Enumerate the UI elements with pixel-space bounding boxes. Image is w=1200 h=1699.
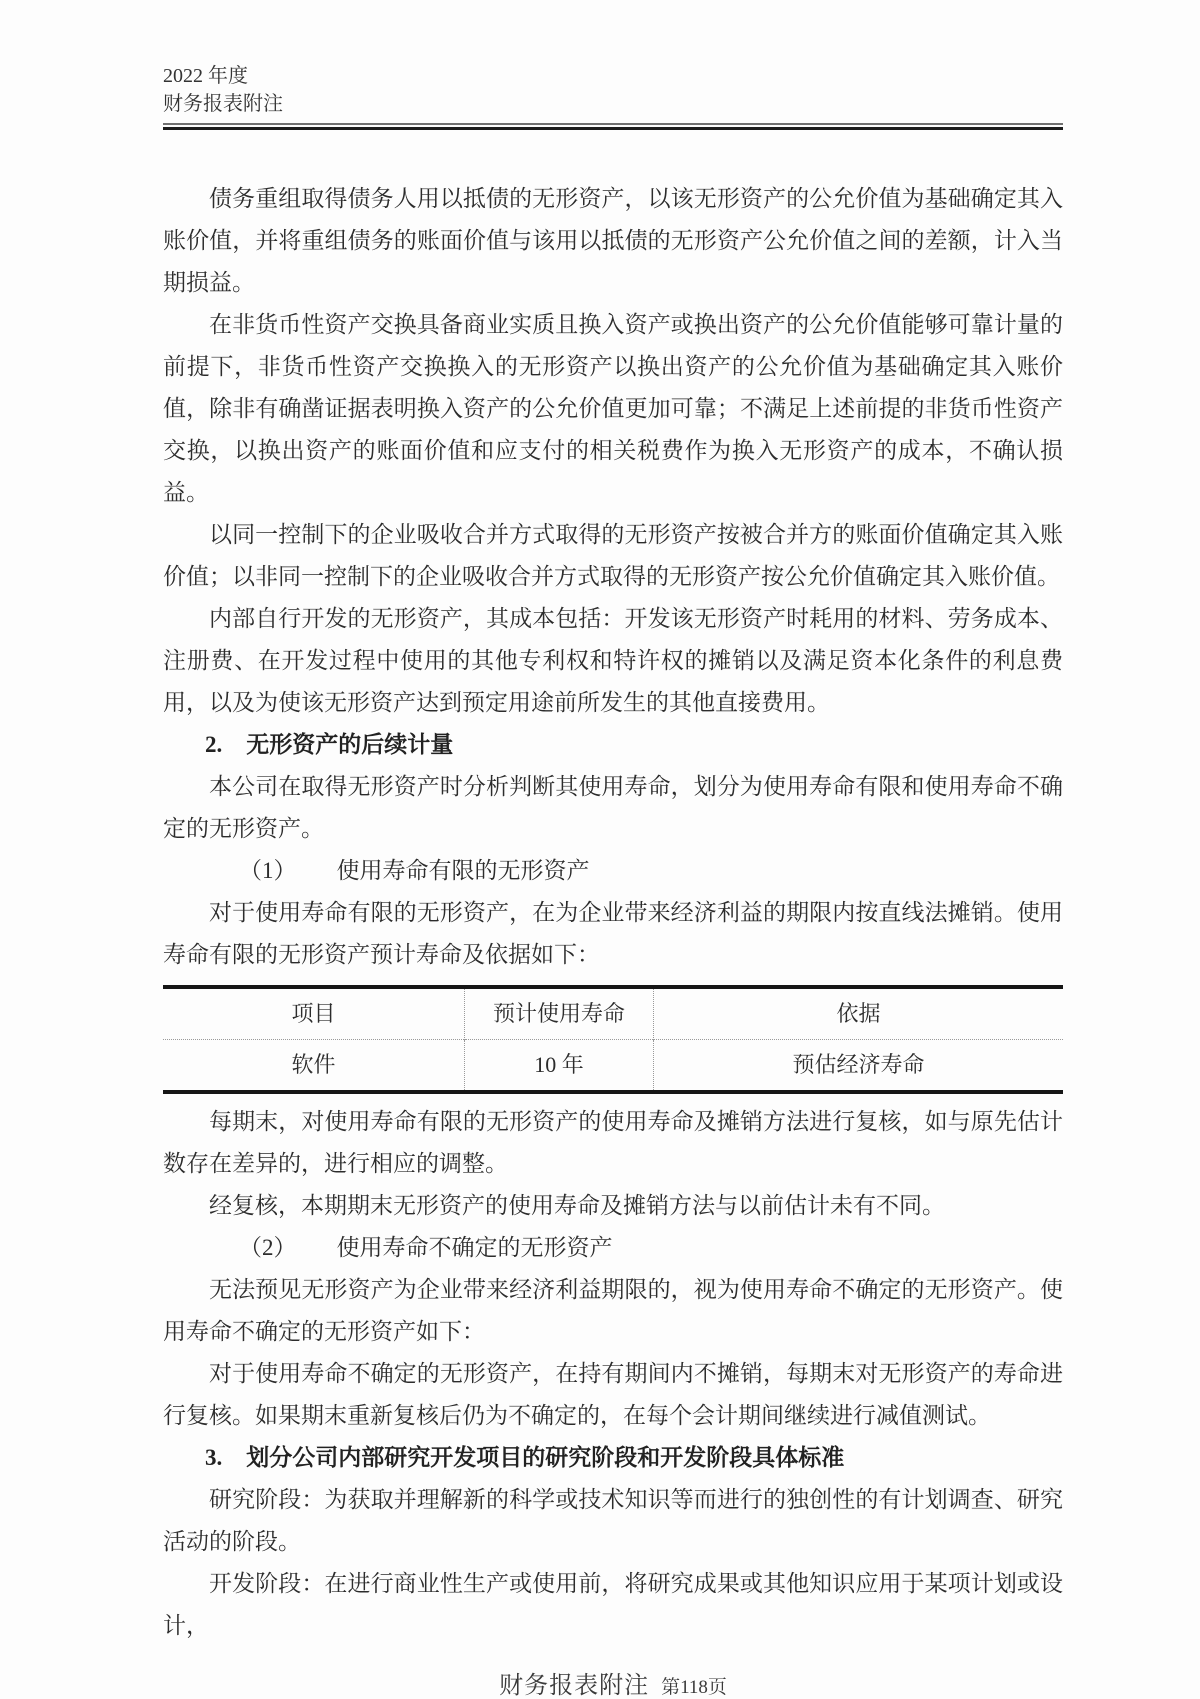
subitem-number: （2） [239,1235,297,1260]
paragraph-periodic-review: 每期末，对使用寿命有限的无形资产的使用寿命及摊销方法进行复核，如与原先估计数存在差异的，进行相应的调整。 [163,1109,1063,1176]
table-header-basis: 依据 [654,987,1064,1040]
heading-number: 2. [205,732,223,757]
heading-subsequent-measurement [163,724,1063,766]
paragraph-internal-development: 内部自行开发的无形资产，其成本包括：开发该无形资产时耗用的材料、劳务成本、注册费、在开发过程中使用的其他专利权和特许权的摊销以及满足资本化条件的利息费用，以及为使该无形资产达到预定用途前所发生的其他直接费用。 [163,606,1063,715]
heading-title: 无形资产的后续计量 [246,732,454,757]
running-header [163,62,1063,130]
footer-page-number: 第118页 [661,1677,727,1698]
table-row [163,1040,1063,1093]
table-header-expected-life: 预计使用寿命 [465,987,654,1040]
subitem-number: （1） [239,858,297,883]
subitem-indefinite-life [163,1227,1063,1269]
table-cell-expected-life: 10 年 [465,1040,654,1093]
paragraph-review-result: 经复核，本期期末无形资产的使用寿命及摊销方法与以前估计未有不同。 [209,1193,945,1218]
paragraph-debt-restructuring: 债务重组取得债务人用以抵债的无形资产，以该无形资产的公允价值为基础确定其入账价值，并将重组债务的账面价值与该用以抵债的无形资产公允价值之间的差额，计入当期损益。 [163,186,1063,295]
paragraph-finite-life-amortization: 对于使用寿命有限的无形资产，在为企业带来经济利益的期限内按直线法摊销。使用寿命有限的无形资产预计寿命及依据如下： [163,900,1063,967]
paragraph-indefinite-life: 无法预见无形资产为企业带来经济利益期限的，视为使用寿命不确定的无形资产。使用寿命不确定的无形资产如下： [163,1277,1063,1344]
subitem-title: 使用寿命不确定的无形资产 [336,1235,613,1260]
header-title-line: 财务报表附注 [163,93,283,115]
header-year-line: 2022 年度 [163,65,248,87]
table-cell-basis: 预估经济寿命 [654,1040,1064,1093]
subitem-title: 使用寿命有限的无形资产 [336,858,590,883]
heading-number: 3. [205,1445,223,1470]
body-text [163,178,1063,1699]
page-footer [163,1665,1063,1699]
paragraph-development-stage: 开发阶段：在进行商业性生产或使用前，将研究成果或其他知识应用于某项计划或设计， [163,1571,1063,1638]
paragraph-lifespan-judgment: 本公司在取得无形资产时分析判断其使用寿命，划分为使用寿命有限和使用寿命不确定的无形资产。 [163,774,1063,841]
useful-life-table [163,985,1063,1094]
table-cell-item: 软件 [291,1052,336,1077]
subitem-finite-life [163,850,1063,892]
paragraph-nonmonetary-exchange: 在非货币性资产交换具备商业实质且换入资产或换出资产的公允价值能够可靠计量的前提下，非货币性资产交换换入的无形资产以换出资产的公允价值为基础确定其入账价值，除非有确凿证据表明换入资产的公允价值更加可靠；不满足上述前提的非货币性资产交换，以换出资产的账面价值和应支付的相关税费作为换入无形资产的成本，不确认损益。 [163,312,1063,505]
header-rule [163,123,1063,130]
paragraph-indefinite-review: 对于使用寿命不确定的无形资产，在持有期间内不摊销，每期末对无形资产的寿命进行复核。如果期末重新复核后仍为不确定的，在每个会计期间继续进行减值测试。 [163,1361,1063,1428]
heading-research-development-stages [163,1437,1063,1479]
heading-title: 划分公司内部研究开发项目的研究阶段和开发阶段具体标准 [246,1445,845,1470]
footer-doc-title: 财务报表附注 [499,1673,650,1699]
paragraph-merger-acquisition: 以同一控制下的企业吸收合并方式取得的无形资产按被合并方的账面价值确定其入账价值；以非同一控制下的企业吸收合并方式取得的无形资产按公允价值确定其入账价值。 [163,522,1063,589]
page-content [163,62,1063,1699]
paragraph-research-stage: 研究阶段：为获取并理解新的科学或技术知识等而进行的独创性的有计划调查、研究活动的阶段。 [163,1487,1063,1554]
table-header-row [163,987,1063,1040]
table-header-item: 项目 [291,1001,336,1026]
